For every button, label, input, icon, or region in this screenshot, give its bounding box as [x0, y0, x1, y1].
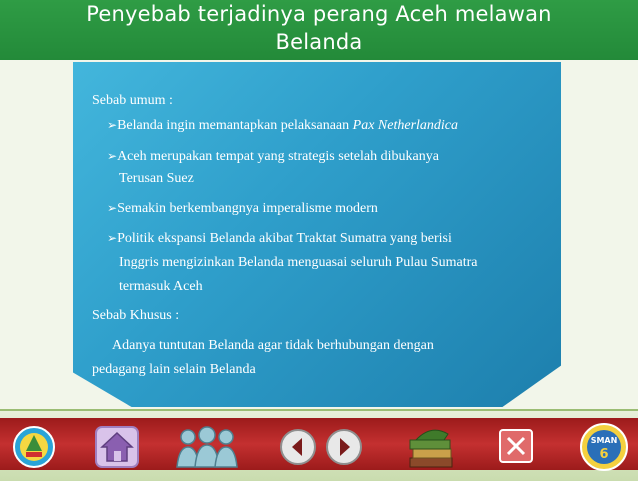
- special-heading: Sebab Khusus :: [92, 308, 180, 323]
- special-line-2: pedagang lain selain Belanda: [92, 362, 256, 377]
- tut-wuri-handayani-logo[interactable]: [12, 425, 56, 469]
- close-icon: [498, 428, 534, 464]
- slide-title-line-2: Belanda: [275, 30, 363, 54]
- home-icon: [94, 425, 140, 469]
- general-item-3-text: Semakin berkembangnya imperalisme modern: [117, 201, 378, 216]
- general-item-4-line-3: termasuk Aceh: [119, 279, 203, 294]
- people-button[interactable]: [174, 425, 240, 469]
- books-button[interactable]: [404, 422, 458, 472]
- slide-title-line-1: Penyebab terjadinya perang Aceh melawan: [86, 2, 552, 26]
- previous-icon: [279, 428, 317, 466]
- checkmark-arrow-icon: ➢: [107, 201, 118, 215]
- general-item-4: [107, 226, 452, 251]
- checkmark-arrow-icon: ➢: [107, 149, 118, 163]
- general-item-1-italic: Pax Netherlandica: [352, 118, 459, 133]
- previous-button[interactable]: [279, 428, 317, 466]
- slide-title: [0, 0, 638, 56]
- sman-logo-number: 6: [599, 447, 609, 462]
- close-button[interactable]: [498, 428, 534, 464]
- general-heading: Sebab umum :: [92, 93, 173, 108]
- next-button[interactable]: [325, 428, 363, 466]
- sman-6-logo[interactable]: [578, 422, 630, 472]
- special-line-1: Adanya tuntutan Belanda agar tidak berhubungan dengan: [112, 338, 434, 353]
- general-item-3: [107, 196, 378, 221]
- general-item-1: [107, 113, 458, 138]
- home-button[interactable]: [94, 425, 140, 469]
- people-icon: [174, 425, 240, 469]
- general-item-4-line-1: Politik ekspansi Belanda akibat Traktat Sumatra yang berisi: [117, 231, 452, 246]
- next-icon: [325, 428, 363, 466]
- checkmark-arrow-icon: ➢: [107, 118, 118, 132]
- checkmark-arrow-icon: ➢: [107, 231, 118, 245]
- books-icon: [404, 422, 458, 472]
- sman-logo-text: SMAN: [590, 436, 618, 445]
- general-item-2-line-1: Aceh merupakan tempat yang strategis setelah dibukanya: [117, 149, 439, 164]
- general-item-2-line-2: Terusan Suez: [119, 171, 194, 186]
- general-item-1-text: Belanda ingin memantapkan pelaksanaan: [117, 118, 353, 133]
- general-item-4-line-2: Inggris mengizinkan Belanda menguasai seluruh Pulau Sumatra: [119, 255, 478, 270]
